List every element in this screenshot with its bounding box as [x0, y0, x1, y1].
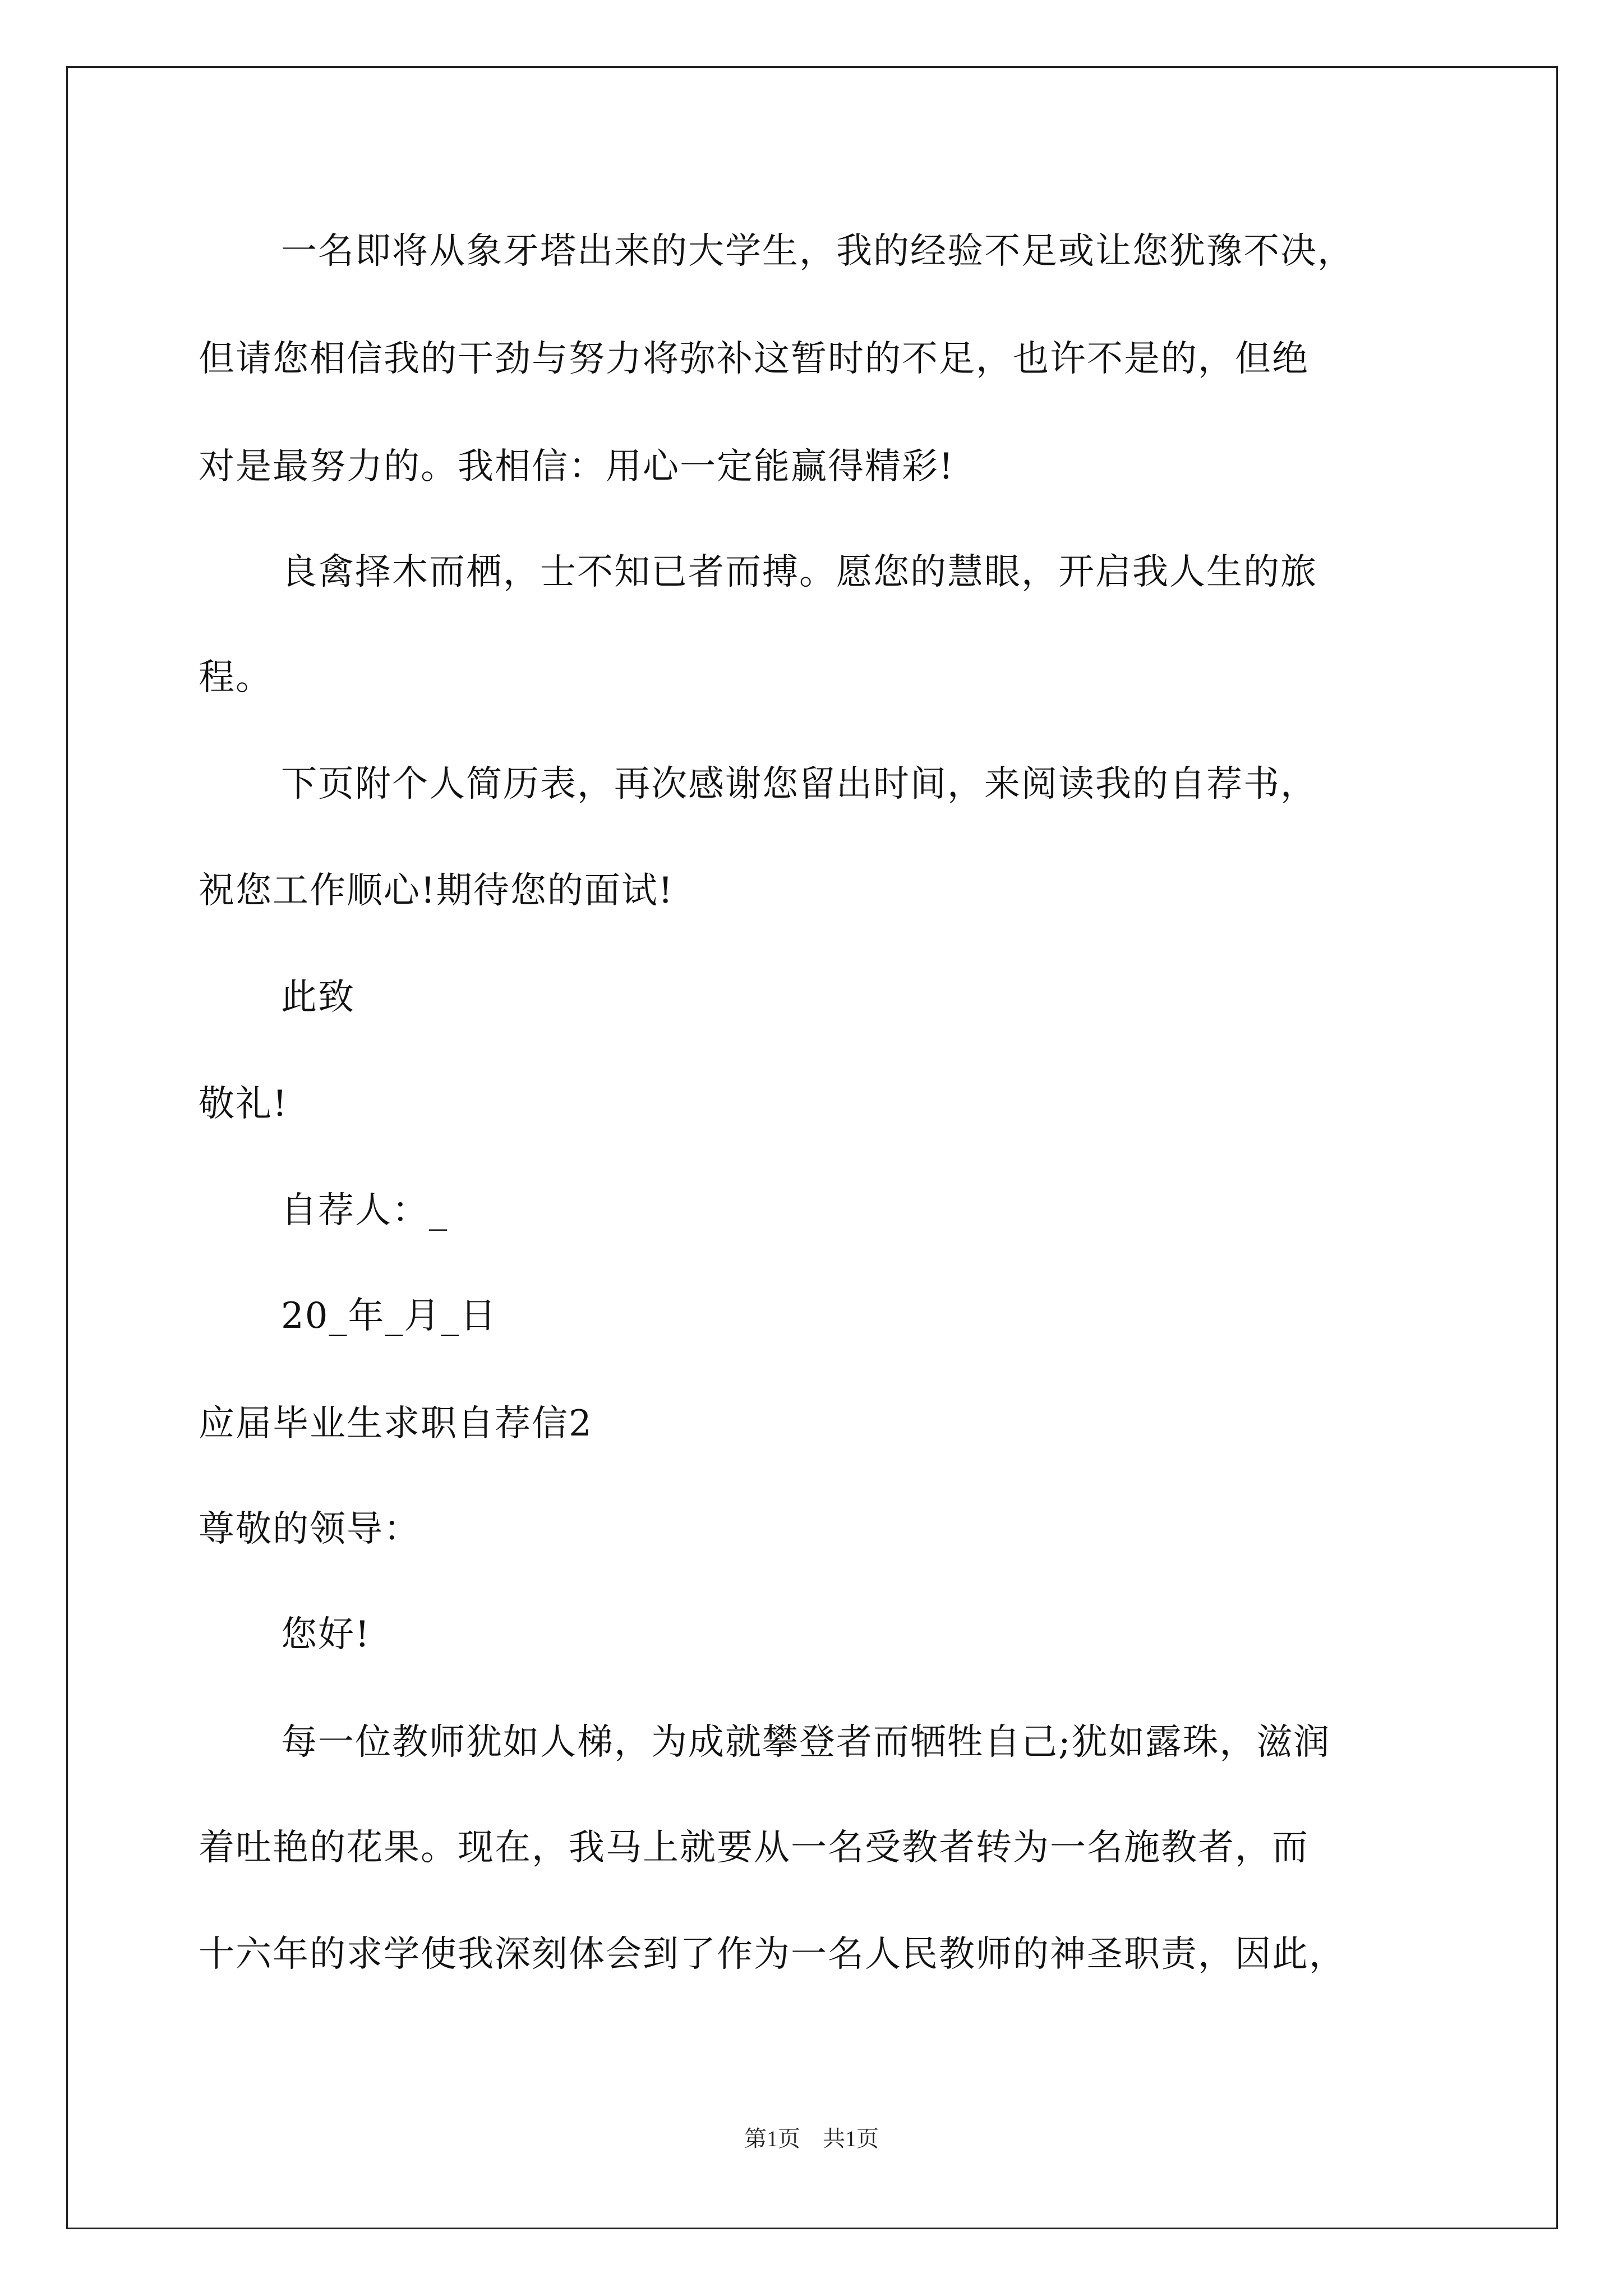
paragraph-line: 程。 — [199, 657, 273, 698]
paragraph-line: 每一位教师犹如人梯，为成就攀登者而牺牲自己;犹如露珠，滋润 — [281, 1722, 1331, 1763]
closing-salutation: 此致 — [281, 977, 355, 1018]
paragraph-line: 对是最努力的。我相信：用心一定能赢得精彩! — [199, 446, 955, 487]
paragraph-line: 十六年的求学使我深刻体会到了作为一名人民教师的神圣职责，因此， — [199, 1934, 1346, 1975]
paragraph-line: 着吐艳的花果。现在，我马上就要从一名受教者转为一名施教者，而 — [199, 1827, 1309, 1869]
paragraph-line: 但请您相信我的干劲与努力将弥补这暂时的不足，也许不是的，但绝 — [199, 338, 1309, 380]
paragraph-line: 良禽择木而栖，士不知已者而搏。愿您的慧眼，开启我人生的旅 — [281, 551, 1317, 593]
greeting-line: 尊敬的领导： — [199, 1508, 421, 1550]
signature-line: 自荐人：_ — [281, 1190, 448, 1231]
greeting-hello: 您好! — [281, 1614, 371, 1655]
paragraph-line: 一名即将从象牙塔出来的大学生，我的经验不足或让您犹豫不决， — [281, 231, 1354, 272]
page-frame — [66, 66, 1558, 2229]
paragraph-line: 祝您工作顺心!期待您的面试! — [199, 870, 674, 912]
closing-respect: 敬礼! — [199, 1083, 288, 1125]
section-title: 应届毕业生求职自荐信2 — [199, 1403, 593, 1444]
page-number-footer: 第1页 共1页 — [744, 2126, 879, 2151]
paragraph-line: 下页附个人简历表，再次感谢您留出时间，来阅读我的自荐书， — [281, 763, 1317, 805]
date-line: 20_年_月_日 — [281, 1295, 497, 1337]
